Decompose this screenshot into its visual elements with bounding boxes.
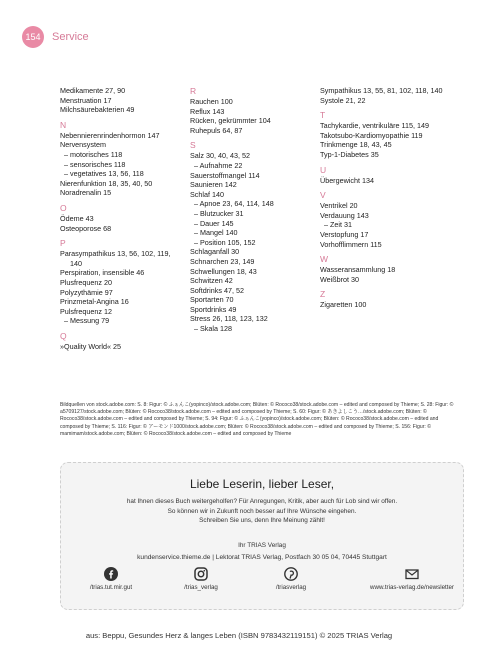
index-letter: P [60,238,66,249]
index-entry: Rauchen 100 [190,97,233,106]
index-subentry: – Position 105, 152 [194,237,256,247]
index-subentry: – Skala 128 [194,324,232,334]
index-entry: Osteoporose 68 [60,223,112,233]
index-entry: Schwitzen 42 [190,276,233,286]
index-letter: S [190,140,196,151]
feedback-line: Schreiben Sie uns, denn Ihre Meinung zählt! [199,517,325,525]
index-entry: Prinzmetal-Angina 16 [60,297,129,307]
index-entry: Sportdrinks 49 [190,304,237,314]
feedback-line: hat Ihnen dieses Buch weitergeholfen? Für Anregungen, Kritik, aber auch für Lob sind wir offen. [126,498,398,505]
index-entry: Wasseransammlung 18 [320,265,396,275]
index-subentry: – Mangel 140 [194,228,238,238]
index-entry: Nierenfunktion 18, 35, 40, 50 [60,178,153,188]
pinterest-icon [284,567,298,581]
index-entry: Schnarchen 23, 149 [190,256,255,266]
index-subentry: – Zeit 31 [324,220,352,230]
index-entry: Systole 21, 22 [320,95,366,105]
index-entry: Tachykardie, ventrikuläre 115, 149 [320,121,429,131]
instagram-label: /trias_verlag [184,584,218,591]
image-credits: Bildquellen von stock.adobe.com: S. 8: Figur: © ふぁんこ(yopinco)/stock.adobe.com; Blüten: © Rococo38/stock.adobe.com – edited and composed by Thieme; S. 28: Figur: © a5709127/stock.adobe.com; Blüten: © Rococo38/stock.adobe.com – edited and composed by Thieme; S. 60: Figur: © あきよしこう…/stock.adobe.com; Blüten: © Rococo38/stock.adobe.com – edited and composed by Thieme; S. 94: Figur: © ふぁんこ(yopinco)/stock.adobe.com; Blüten: © Rococo38/stock.adobe.com – edited and composed by Thieme; S. 116: Figur: © アーモンド1000/stock.adobe.com; Blüten: © Rococo38/stock.adobe.com – edited and composed by Thieme; S. 156: Figur: © mamimam/stock.adobe.com; Blüten: © Rococo38/stock.adobe.com – edited and composed by Thieme [60,402,454,437]
index-entry: »Quality World« 25 [60,341,121,351]
index-entry: Sportarten 70 [190,295,234,305]
index-letter: Q [60,330,67,341]
index-entry: Takotsubo-Kardiomyopathie 119 [320,130,423,140]
page-number-badge: 154 [22,26,44,48]
index-letter: V [320,190,326,201]
index-letter: O [60,202,67,213]
index-letter: W [320,254,329,265]
index-entry: Saunieren 142 [190,180,237,190]
feedback-line: So können wir in Zukunft noch besser auf Ihre Wünsche eingehen. [167,507,357,515]
instagram-link[interactable] [156,567,246,591]
index-letter: T [320,110,326,121]
facebook-link[interactable] [66,567,156,591]
index-entry: Ventrikel 20 [320,201,358,211]
source-footer: aus: Beppu, Gesundes Herz & langes Leben (ISBN 9783432119151) © 2025 TRIAS Verlag [85,631,393,640]
index-entry: Pulsfrequenz 12 [60,306,112,316]
index-entry: Parasympathikus 13, 56, 102, 119, 140 [60,249,171,268]
pinterest-label: /triasverlag [275,584,307,591]
index-entry: Verstopfung 17 [320,229,369,239]
index-subentry: – Messung 79 [64,316,110,326]
feedback-signature: Ihr TRIAS Verlag [238,542,286,549]
feedback-box [60,462,464,610]
mail-icon [405,567,419,581]
index-subentry: – motorisches 118 [64,149,123,159]
index-subentry: – sensorisches 118 [64,159,126,169]
index-entry: Plusfrequenz 20 [60,277,112,287]
index-entry: Vorhofflimmern 115 [320,239,382,249]
feedback-title: Liebe Leserin, lieber Leser, [189,477,335,491]
index-entry: Nervensystem [60,140,106,150]
index-subentry: – Blutzucker 31 [194,208,244,218]
index-entry: Nebennierenrindenhormon 147 [60,130,160,140]
index-entry: Sauerstoffmangel 114 [190,170,260,180]
index-entry: Schwellungen 18, 43 [190,266,257,276]
index-column-2 [190,86,316,334]
facebook-label: /trias.tut.mir.gut [89,584,133,591]
index-entry: Softdrinks 47, 52 [190,285,244,295]
index-entry: Medikamente 27, 90 [60,86,126,95]
index-subentry: – Aufnahme 22 [194,160,243,170]
index-entry: Menstruation 17 [60,95,112,105]
index-subentry: – Dauer 145 [194,218,234,228]
page-header [22,27,89,47]
index-subentry: – vegetatives 13, 56, 118 [64,169,144,179]
index-letter: Z [320,289,326,300]
index-column-1 [60,86,184,351]
newsletter-label: www.trias-verlag.de/newsletter [370,584,454,591]
index-entry: Stress 26, 118, 123, 132 [190,314,268,324]
index-letter: R [190,86,197,96]
index-letter: N [60,119,67,130]
index-entry: Typ-1-Diabetes 35 [320,149,379,159]
index-entry: Trinkmenge 18, 43, 45 [320,140,392,150]
index-entry: Perspiration, insensible 46 [60,268,145,278]
social-links [61,567,463,603]
index-entry: Übergewicht 134 [320,175,374,185]
section-title: Service [52,31,89,43]
index-entry: Verdauung 143 [320,210,369,220]
index-letter: U [320,164,327,175]
facebook-icon [104,567,118,581]
index-entry: Salz 30, 40, 43, 52 [190,151,250,161]
index-entry: Noradrenalin 15 [60,188,112,198]
pinterest-link[interactable] [246,567,336,591]
index-entry: Ödeme 43 [60,213,94,223]
index-entry: Schlaganfall 30 [190,247,240,257]
index-column-3 [320,86,452,310]
index-entry: Sympathikus 13, 55, 81, 102, 118, 140 [320,86,443,95]
index-entry: Milchsäurebakterien 49 [60,105,135,115]
index-entry: Zigaretten 100 [320,300,367,310]
index-entry: Ruhepuls 64, 87 [190,125,243,135]
instagram-icon [194,567,208,581]
feedback-text [81,497,443,526]
index-entry: Rücken, gekrümmter 104 [190,116,271,126]
index-entry: Polyzythämie 97 [60,287,113,297]
feedback-address: kundenservice.thieme.de | Lektorat TRIAS Verlag, Postfach 30 05 04, 70445 Stuttgart [137,554,387,561]
index-subentry: – Apnoe 23, 64, 114, 148 [194,199,274,209]
index-entry: Weißbrot 30 [320,274,360,284]
index-entry: Reflux 143 [190,106,225,116]
newsletter-link[interactable] [357,567,467,591]
index-entry: Schlaf 140 [190,189,224,199]
